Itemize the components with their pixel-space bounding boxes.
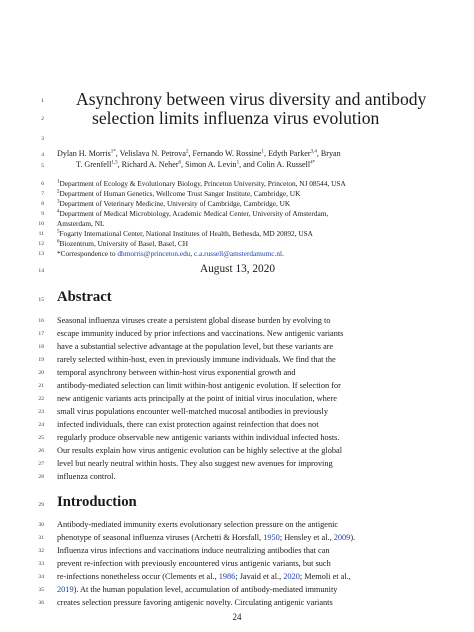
line-number: 6 bbox=[41, 181, 44, 187]
email-link[interactable]: c.a.russell@amsterdamumc.nl bbox=[194, 249, 283, 258]
line-number: 31 bbox=[38, 535, 44, 541]
intro-line bbox=[57, 533, 434, 542]
abstract-line: rarely selected within-host, even in previously immune individuals. We find that the bbox=[57, 355, 336, 364]
affiliation-3: $^3$Department of Veterinary Medicine, University of Cambridge, Cambridge, UK bbox=[57, 199, 291, 208]
intro-text: ; Memoli et al., bbox=[299, 572, 351, 581]
affiliation-1: $^1$Department of Ecology & Evolutionary Biology, Princeton University, Princeton, NJ 08544, USA bbox=[57, 179, 346, 188]
correspondence-prefix: *Correspondence to bbox=[57, 249, 118, 258]
line-number: 9 bbox=[41, 211, 44, 217]
intro-text: ; Hensley et al., bbox=[279, 533, 334, 542]
line-number: 36 bbox=[38, 600, 44, 606]
affiliation-4: $^4$Department of Medical Microbiology, Academic Medical Center, University of Amsterdam, bbox=[57, 209, 329, 218]
line-number: 20 bbox=[38, 370, 44, 376]
line-number: 12 bbox=[38, 241, 44, 247]
paper-title-line-2: selection limits influenza virus evolution bbox=[92, 108, 380, 128]
line-number: 24 bbox=[38, 422, 44, 428]
correspondence bbox=[57, 249, 434, 258]
line-number: 33 bbox=[38, 561, 44, 567]
intro-line: Influenza virus infections and vaccinations induce neutralizing antibodies that can bbox=[57, 546, 330, 555]
line-number: 14 bbox=[38, 268, 44, 274]
line-number: 11 bbox=[38, 231, 44, 237]
abstract-line: regularly produce observable new antigenic variants within individual infected hosts. bbox=[57, 433, 340, 442]
intro-line: prevent re-infection with previously encountered virus antigenic variants, but such bbox=[57, 559, 331, 568]
line-number: 21 bbox=[38, 383, 44, 389]
abstract-line: Our results explain how virus antigenic evolution can be highly selective at the global bbox=[57, 446, 343, 455]
citation-link[interactable]: 2019 bbox=[57, 585, 74, 594]
line-number: 15 bbox=[38, 297, 44, 303]
correspondence-separator: , bbox=[190, 249, 195, 258]
abstract-line: escape immunity induced by prior infections and vaccinations. New antigenic variants bbox=[57, 329, 344, 338]
line-number: 5 bbox=[41, 163, 44, 169]
abstract-line: new antigenic variants acts principally at the point of initial virus inoculation, where bbox=[57, 394, 337, 403]
abstract-line: antibody-mediated selection can limit within-host antigenic evolution. If selection for bbox=[57, 381, 341, 390]
introduction-heading: Introduction bbox=[57, 494, 137, 510]
line-number: 27 bbox=[38, 461, 44, 467]
correspondence-end: . bbox=[282, 249, 284, 258]
abstract-line: temporal asynchrony between within-host virus exponential growth and bbox=[57, 368, 296, 377]
line-number: 2 bbox=[41, 116, 44, 122]
intro-line: creates selection pressure favoring antigenic novelty. Circulating antigenic variants bbox=[57, 598, 333, 607]
intro-line: Antibody-mediated immunity exerts evolutionary selection pressure on the antigenic bbox=[57, 520, 339, 529]
abstract-line: small virus populations encounter well-matched mucosal antibodies in previously bbox=[57, 407, 328, 416]
line-number: 8 bbox=[41, 201, 44, 207]
line-number: 4 bbox=[41, 152, 44, 158]
authors-line-1: Dylan H. Morris$^{1*}$, Velislava N. Petrova$^2$, Fernando W. Rossine$^1$, Edyth Parker$^{3,4}$, Bryan bbox=[57, 149, 341, 158]
affiliation-6: $^6$Biozentrum, University of Basel, Basel, CH bbox=[57, 239, 188, 248]
intro-line bbox=[57, 585, 434, 594]
abstract-line: level but nearly neutral within hosts. They also suggest new avenues for improving bbox=[57, 459, 333, 468]
citation-link[interactable]: 2009 bbox=[333, 533, 351, 542]
abstract-line: have a substantial selective advantage at the population level, but these variants are bbox=[57, 342, 334, 351]
paper-title-line-1: Asynchrony between virus diversity and antibody bbox=[76, 89, 427, 109]
date: August 13, 2020 bbox=[200, 263, 276, 275]
page-number: 24 bbox=[232, 612, 242, 622]
line-number: 25 bbox=[38, 435, 44, 441]
line-number: 7 bbox=[41, 191, 44, 197]
line-number: 35 bbox=[38, 587, 44, 593]
line-number: 16 bbox=[38, 318, 44, 324]
line-number: 32 bbox=[38, 548, 44, 554]
line-number: 34 bbox=[38, 574, 44, 580]
intro-text: phenotype of seasonal influenza viruses (Archetti & Horsfall, bbox=[57, 533, 264, 542]
line-number: 19 bbox=[38, 357, 44, 363]
abstract-heading: Abstract bbox=[57, 289, 112, 305]
intro-text: ). At the human population level, accumulation of antibody-mediated immunity bbox=[73, 585, 338, 594]
line-number: 18 bbox=[38, 344, 44, 350]
abstract-line: influenza control. bbox=[57, 472, 116, 481]
email-link[interactable]: dhmorris@princeton.edu bbox=[117, 249, 191, 258]
line-number: 23 bbox=[38, 409, 44, 415]
citation-link[interactable]: 2020 bbox=[283, 572, 300, 581]
citation-link[interactable]: 1950 bbox=[263, 533, 280, 542]
affiliation-2: $^2$Department of Human Genetics, Wellcome Trust Sanger Institute, Cambridge, UK bbox=[57, 189, 301, 198]
line-number: 29 bbox=[38, 502, 44, 508]
line-number: 13 bbox=[38, 251, 44, 257]
abstract-line: infected individuals, there can exist protection against reinfection that does not bbox=[57, 420, 319, 429]
intro-text: ; Javaid et al., bbox=[235, 572, 284, 581]
line-number: 17 bbox=[38, 331, 44, 337]
abstract-line: Seasonal influenza viruses create a persistent global disease burden by evolving to bbox=[57, 316, 331, 325]
line-number: 28 bbox=[38, 474, 44, 480]
citation-link[interactable]: 1986 bbox=[218, 572, 236, 581]
affiliation-4-cont: Amsterdam, NL bbox=[57, 219, 105, 228]
line-number: 1 bbox=[41, 98, 44, 104]
line-number: 30 bbox=[38, 522, 44, 528]
intro-text: ). bbox=[350, 533, 356, 542]
line-number: 3 bbox=[41, 136, 44, 142]
line-number: 22 bbox=[38, 396, 44, 402]
affiliation-5: $^5$Fogarty International Center, National Institutes of Health, Bethesda, MD 20892, USA bbox=[57, 229, 313, 238]
line-number: 10 bbox=[38, 221, 44, 227]
authors-line-2: T. Grenfell$^{1,5}$, Richard A. Neher$^6$, Simon A. Levin$^1$, and Colin A. Russell$^{4*}$ bbox=[76, 160, 316, 169]
intro-text: re-infections nonetheless occur (Clements et al., bbox=[57, 572, 219, 581]
line-number: 26 bbox=[38, 448, 44, 454]
intro-line bbox=[57, 572, 434, 581]
